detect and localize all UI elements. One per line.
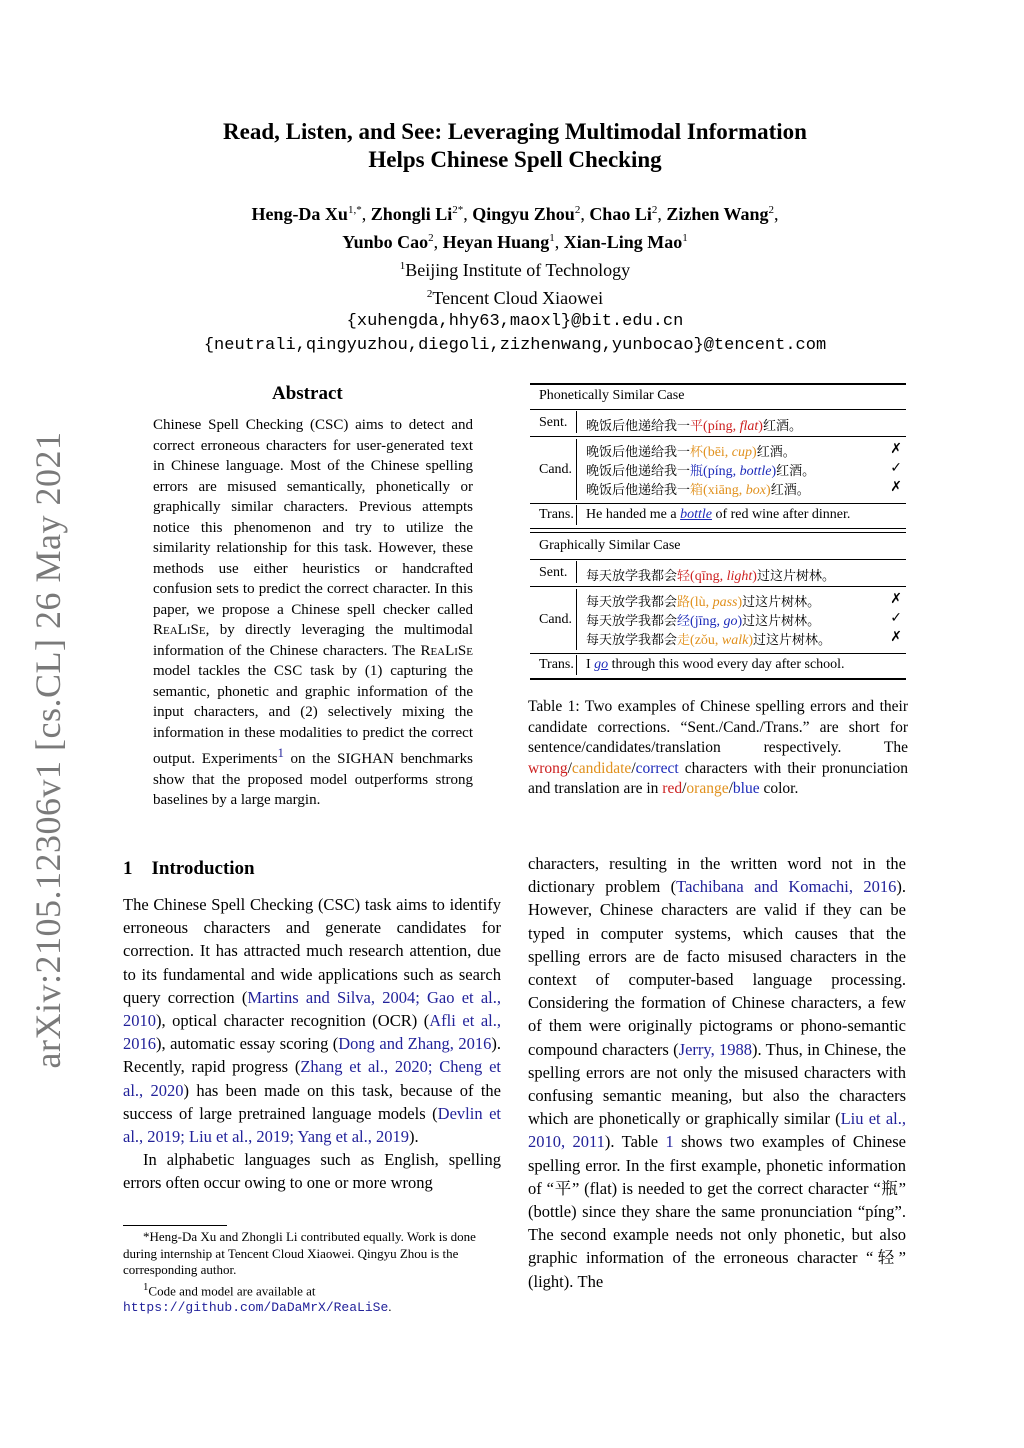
- github-link[interactable]: https://github.com/DaDaMrX/ReaLiSe: [123, 1300, 389, 1316]
- table-caption: Table 1: Two examples of Chinese spelling errors and their candidate corrections. “Sent./Cand./Trans.” are short for sentence/candidates/translation respectively. The wrong/candidate/correct characters with their pronunciation and translation are in red/orange/blue color.: [528, 698, 908, 797]
- table-row-cand: Cand. 每天放学我都会路(lù, pass)过这片树林。 ✗ 每天放学我都会经(jīng, go)过这片树林。 ✓ 每天放学我都会走(zǒu, walk)过这片树林。 ✗: [539, 591, 902, 648]
- citation-link[interactable]: Zhang et al., 2020; Cheng et al., 2020: [123, 1057, 501, 1100]
- table-rule: [530, 383, 906, 385]
- table-vrule: [576, 439, 577, 500]
- paper-title: Read, Listen, and See: Leveraging Multimodal Information Helps Chinese Spell Checking: [223, 119, 807, 172]
- candidate: 晚饭后他递给我一箱(xiāng, box)红酒。: [586, 483, 810, 498]
- table-row-cand: Cand. 晚饭后他递给我一杯(bēi, cup)红酒。 ✗ 晚饭后他递给我一瓶(píng, bottle)红酒。 ✓ 晚饭后他递给我一箱(xiāng, box)红酒。 ✗: [539, 441, 902, 498]
- candidate: 晚饭后他递给我一杯(bēi, cup)红酒。: [586, 445, 796, 460]
- table-vrule: [576, 655, 577, 675]
- table-vrule: [576, 589, 577, 650]
- footnote-code: $^1$Code and model are available at https://github.com/DaDaMrX/ReaLiSe.: [123, 1280, 392, 1316]
- table-vrule: [576, 505, 577, 525]
- table-rule: [530, 436, 906, 437]
- table-rule: [530, 528, 906, 529]
- check-icon: ✓: [890, 460, 902, 476]
- footnote-link[interactable]: 1: [277, 746, 284, 760]
- citation-link[interactable]: Martins and Silva, 2004; Gao et al., 2010: [123, 987, 501, 1031]
- email-bit: {xuhengda,hhy63,maoxl}@bit.edu.cn: [346, 312, 684, 331]
- table-rule: [530, 653, 906, 654]
- citation-link[interactable]: Liu et al., 2010, 2011: [528, 1109, 906, 1152]
- affiliation-2: $^2$Tencent Cloud Xiaowei: [426, 288, 604, 308]
- candidate: 每天放学我都会走(zǒu, walk)过这片树林。: [586, 633, 832, 648]
- candidate: 每天放学我都会路(lù, pass)过这片树林。: [586, 595, 821, 610]
- table-reference-link[interactable]: 1: [665, 1132, 674, 1152]
- affiliation-1: $^1$Beijing Institute of Technology: [399, 260, 631, 280]
- email-tencent: {neutrali,qingyuzhou,diegoli,zizhenwang,yunbocao}@tencent.com: [203, 336, 827, 355]
- footnotes: [123, 1229, 503, 1317]
- footnote-equal-contribution: *Heng-Da Xu and Zhongli Li contributed equally. Work is done during internship at Tencent Cloud Xiaowei. Qingyu Zhou is the corresponding author.: [123, 1229, 476, 1277]
- cross-icon: ✗: [890, 479, 902, 495]
- table-rule: [530, 532, 906, 533]
- arxiv-id: arXiv:2105.12306v1 [cs.CL] 26 May 2021: [28, 431, 68, 1069]
- intro-right-column: characters, resulting in the written word not in the dictionary problem (Tachibana and Komachi, 2016). However, Chinese characters are valid if they can be typed in computer systems, which causes that the spelling errors are de facto misused characters in the context of computer-based language processing. Considering the formation of Chinese characters, a few of them were originally pictograms or phono-semantic compound characters (Jerry, 1988). Thus, in Chinese, the spelling errors are not only the misused characters with confusing semantic meaning, but also the characters which are phonetically or graphically similar (Liu et al., 2010, 2011). Table 1 shows two examples of Chinese spelling error. In the first example, phonetic information of “平” (flat) is needed to get the correct character “瓶” (bottle) since they share the same pronunciation “píng”. The second example needs not only phonetic, but also graphic information of the erroneous character “轻” (light). The: [528, 854, 906, 1291]
- author: Heyan Huang: [442, 232, 550, 252]
- section-heading-introduction: 1 Introduction: [123, 858, 255, 879]
- footnote-divider: [123, 1225, 227, 1226]
- authors-line-2: Yunbo Cao$^2$, Heyan Huang$^1$, Xian-Ling Mao$^1$: [342, 232, 688, 252]
- paragraph: In alphabetic languages such as English, spelling errors often occur owing to one or more wrong: [123, 1150, 501, 1193]
- author: Heng-Da Xu: [251, 204, 348, 224]
- paragraph: The Chinese Spell Checking (CSC) task aims to identify erroneous characters and generate candidates for correction. It has attracted much research attention, due to its fundamental and wide applications such as search query correction (Martins and Silva, 2004; Gao et al., 2010), optical character recognition (OCR) (Afli et al., 2016), automatic essay scoring (Dong and Zhang, 2016). Recently, rapid progress (Zhang et al., 2020; Cheng et al., 2020) has been made on this task, because of the success of large pretrained language models (Devlin et al., 2019; Liu et al., 2019; Yang et al., 2019).: [123, 895, 501, 1147]
- author: Chao Li: [589, 204, 652, 224]
- check-icon: ✓: [890, 610, 902, 626]
- author: Zhongli Li: [370, 204, 453, 224]
- citation-link[interactable]: Tachibana and Komachi, 2016: [676, 877, 897, 897]
- table-rule: [530, 559, 906, 560]
- author: Xian-Ling Mao: [563, 232, 683, 252]
- table-vrule: [576, 561, 577, 583]
- author: Zizhen Wang: [666, 204, 769, 224]
- table-rule: [530, 586, 906, 587]
- model-name: ReaLiSe: [153, 622, 206, 638]
- citation-link[interactable]: Dong and Zhang, 2016: [338, 1034, 492, 1054]
- cross-icon: ✗: [890, 629, 902, 645]
- citation-link[interactable]: Afli et al., 2016: [123, 1011, 501, 1054]
- cross-icon: ✗: [890, 591, 902, 607]
- table-rule: [530, 503, 906, 504]
- model-name: ReaLiSe: [420, 642, 473, 659]
- arxiv-sidebar: [28, 431, 68, 1069]
- abstract-heading: Abstract: [272, 383, 343, 404]
- author: Qingyu Zhou: [472, 204, 575, 224]
- citation-link[interactable]: Devlin et al., 2019; Liu et al., 2019; Yang et al., 2019: [123, 1103, 501, 1147]
- table-rule: [530, 409, 906, 410]
- abstract-text: Chinese Spell Checking (CSC) aims to detect and correct erroneous characters for user-generated text in Chinese language. Most of the Chinese spelling errors are misused semantically, phonetically or graphically similar characters. Previous attempts notice this phenomenon and try to utilize the similarity relationship for this task. However, these methods use either heuristics or handcrafted confusion sets to predict the correct character. In this paper, we propose a Chinese spell checker called ReaLiSe, by directly leveraging the multimodal information of the Chinese characters. The ReaLiSe model tackles the CSC task by (1) capturing the semantic, phonetic and graphic information of the input characters, and (2) selectively mixing the information in these modalities to predict the correct output. Experiments$^1$ on the SIGHAN benchmarks show that the proposed model outperforms strong baselines by a large margin.: [153, 417, 473, 808]
- citation-link[interactable]: Jerry, 1988: [678, 1039, 753, 1059]
- candidate: 每天放学我都会经(jīng, go)过这片树林。: [586, 614, 821, 629]
- author-block: [120, 198, 910, 358]
- author: Yunbo Cao: [342, 232, 429, 252]
- authors-line-1: Heng-Da $Xu^{1,*}$, Zhongli $Li^{2*}$, Qingyu Zhou$^2$, Chao Li$^2$, Zizhen Wang$^2$,: [251, 204, 779, 224]
- table-vrule: [576, 411, 577, 433]
- table-rule: [530, 678, 906, 680]
- cross-icon: ✗: [890, 441, 902, 457]
- intro-left-column: [123, 893, 501, 1195]
- candidate: 晚饭后他递给我一瓶(píng, bottle)红酒。: [586, 464, 816, 479]
